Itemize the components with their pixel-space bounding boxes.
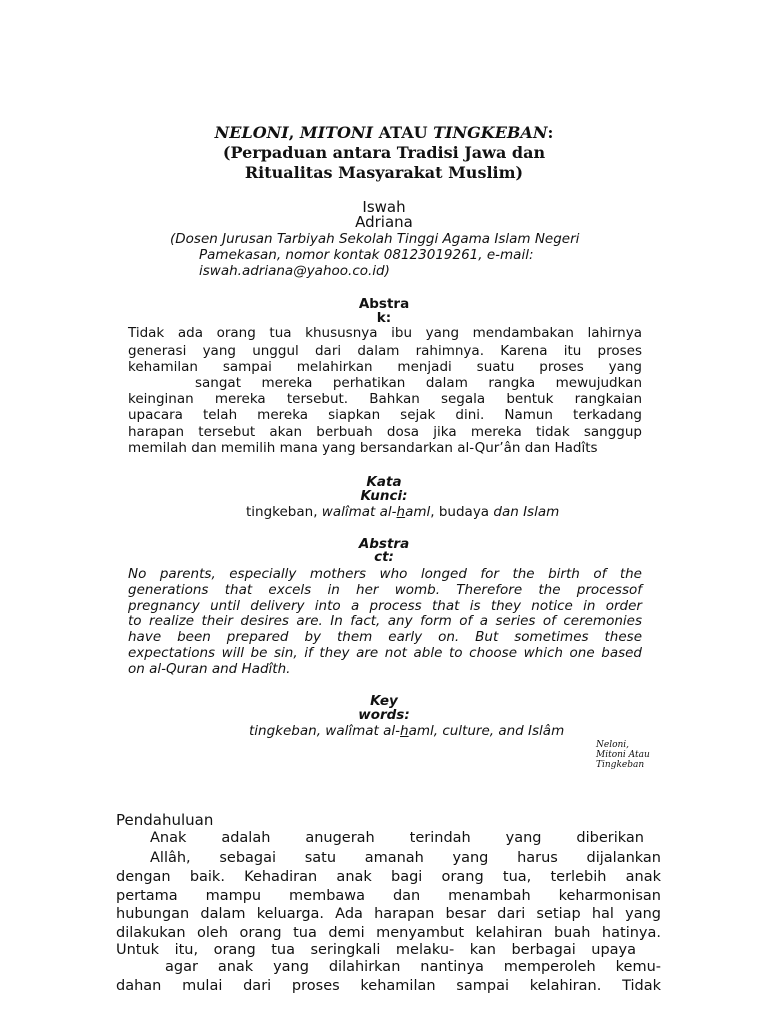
affiliation-line-2: Pamekasan, nomor kontak 08123019261, e-mail: [199, 247, 534, 263]
section-heading-pendahuluan: Pendahuluan [116, 811, 214, 829]
abstrak-line: harapan tersebut akan berbuah dosa jika mereka tidak sanggup [128, 424, 642, 440]
keywords-heading-2: words: [358, 707, 410, 723]
author-first-name: Iswah [362, 198, 406, 216]
title-line-1: NELONI, MITONI ATAU TINGKEBAN: [214, 123, 554, 142]
abstract-line: No parents, especially mothers who longed for the birth of the [128, 566, 642, 582]
title-line-2: (Perpaduan antara Tradisi Jawa dan [222, 143, 546, 162]
abstrak-line: upacara telah mereka siapkan sejak dini. Namun terkadang [128, 407, 642, 423]
abstrak-heading-2: k: [376, 310, 392, 326]
abstrak-line: sangat mereka perhatikan dalam rangka mewujudkan [195, 375, 642, 391]
body-line: dilakukan oleh orang tua demi menyambut kelahiran buah hatinya. [116, 925, 661, 941]
keywords-text: tingkeban, walîmat al-haml, culture, and Islâm [249, 723, 565, 739]
abstract-heading-2: ct: [374, 549, 394, 565]
abstrak-line: keinginan mereka tersebut. Bahkan segala bentuk rangkaian [128, 391, 642, 407]
author-last-name: Adriana [355, 213, 413, 231]
keywords-heading-1: Key [370, 693, 398, 709]
affiliation-email: iswah.adriana@yahoo.co.id) [199, 263, 390, 279]
body-line: dahan mulai dari proses kehamilan sampai kelahiran. Tidak [116, 978, 661, 994]
body-line: Anak adalah anugerah terindah yang diberikan [150, 830, 644, 846]
body-line: hubungan dalam keluarga. Ada harapan besar dari setiap hal yang [116, 906, 661, 922]
abstract-line: pregnancy until delivery into a process that is they notice in order [128, 598, 642, 614]
abstract-line: generations that excels in her womb. Therefore the processof [128, 582, 642, 598]
abstrak-line: kehamilan sampai melahirkan menjadi suatu proses yang [128, 359, 642, 375]
abstrak-line: Tidak ada orang tua khususnya ibu yang mendambakan lahirnya [128, 325, 642, 341]
body-line: Untuk itu, orang tua seringkali melaku- kan berbagai upaya [116, 942, 636, 958]
abstract-heading-1: Abstra [358, 536, 410, 552]
abstract-line: have been prepared by them early on. But sometimes these [128, 629, 642, 645]
running-note-line-2: Mitoni Atau [596, 750, 650, 760]
abstract-line: expectations will be sin, if they are not able to choose which one based [128, 645, 642, 661]
body-line: agar anak yang dilahirkan nantinya memperoleh kemu- [165, 959, 661, 975]
abstrak-heading-1: Abstra [358, 296, 410, 312]
kata-kunci-text: tingkeban, walîmat al-haml, budaya dan Islam [246, 504, 560, 520]
abstract-line: to realize their desires are. In fact, any form of a series of ceremonies [128, 613, 642, 629]
abstrak-line: generasi yang unggul dari dalam rahimnya. Karena itu proses [128, 343, 642, 359]
body-line: Allâh, sebagai satu amanah yang harus dijalankan [150, 850, 661, 866]
kata-kunci-heading-2: Kunci: [360, 488, 408, 504]
running-note-line-3: Tingkeban [596, 760, 645, 770]
body-line: pertama mampu membawa dan menambah keharmonisan [116, 888, 661, 904]
body-line: dengan baik. Kehadiran anak bagi orang tua, terlebih anak [116, 869, 661, 885]
affiliation-line-1: (Dosen Jurusan Tarbiyah Sekolah Tinggi Agama Islam Negeri [170, 231, 580, 247]
running-note-line-1: Neloni, [596, 740, 630, 750]
kata-kunci-heading-1: Kata [366, 474, 402, 490]
abstrak-line: memilah dan memilih mana yang bersandarkan al-Qur’ân dan Hadîts [128, 440, 598, 456]
title-line-3: Ritualitas Masyarakat Muslim) [244, 163, 524, 182]
abstract-line: on al-Quran and Hadîth. [128, 661, 291, 677]
